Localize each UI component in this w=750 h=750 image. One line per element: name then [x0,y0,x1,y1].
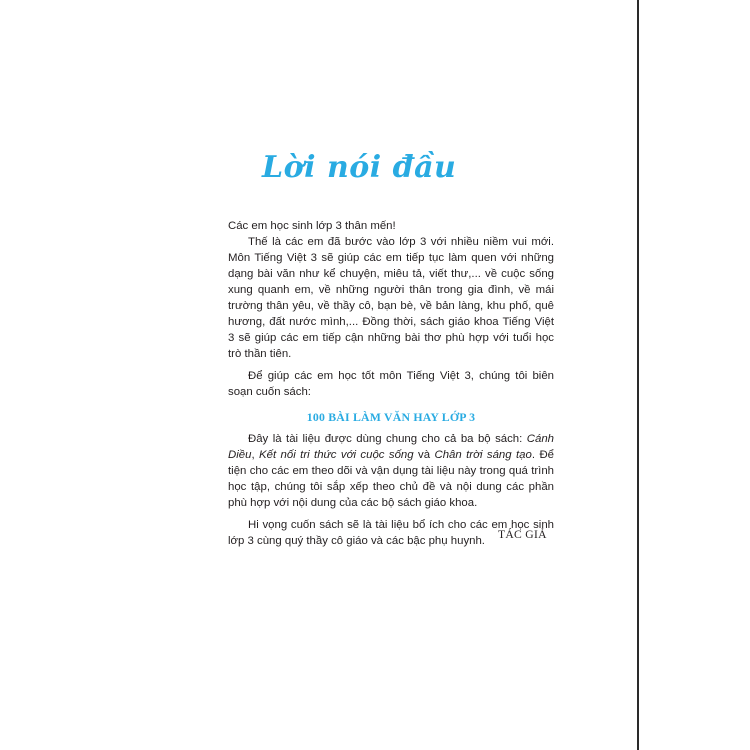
paragraph-2: Để giúp các em học tốt môn Tiếng Việt 3, chúng tôi biên soạn cuốn sách: [228,370,554,398]
paragraph-3-sep-1: , [251,449,260,461]
greeting-line: Các em học sinh lớp 3 thân mến! [228,220,396,232]
paragraph-3-end: . Để tiện cho các em theo dõi và vận dụng tài liệu này trong quá trình học tập, chúng tôi sắp xếp theo chủ đề và nội dung các phần phù hợp với nội dung của các bộ sách giáo khoa. [228,449,554,509]
preface-body [228,218,554,549]
paragraph-4: Hi vọng cuốn sách sẽ là tài liệu bổ ích cho các em học sinh lớp 3 cùng quý thầy cô giáo và các bậc phụ huynh. [228,519,554,547]
paragraph-3 [228,431,554,511]
series-name-2: Kết nối tri thức với cuộc sống [259,449,414,461]
paragraph-1: Thế là các em đã bước vào lớp 3 với nhiều niềm vui mới. Môn Tiếng Việt 3 sẽ giúp các em tiếp tục làm quen với những dạng bài văn như kể chuyện, miêu tả, viết thư,... về cuộc sống xung quanh em, về những người thân trong gia đình, về mái trường thân yêu, về thầy cô, bạn bè, về bản làng, khu phố, quê hương, đất nước mình,... Đồng thời, sách giáo khoa Tiếng Việt 3 sẽ giúp các em tiếp cận những bài thơ phù hợp với tuổi học trò thần tiên. [228,236,554,360]
author-signature: TÁC GIẢ [498,528,547,541]
book-title: 100 BÀI LÀM VĂN HAY LỚP 3 [306,410,476,424]
series-name-1: Cánh Diều [228,433,554,461]
paragraph-3-start: Đây là tài liệu được dùng chung cho cả ba bộ sách: [248,433,527,445]
page-edge-line [637,0,639,750]
preface-heading: Lời nói đầu [262,150,457,185]
series-name-3: Chân trời sáng tạo [434,449,532,461]
paragraph-3-sep-2: và [413,449,435,461]
